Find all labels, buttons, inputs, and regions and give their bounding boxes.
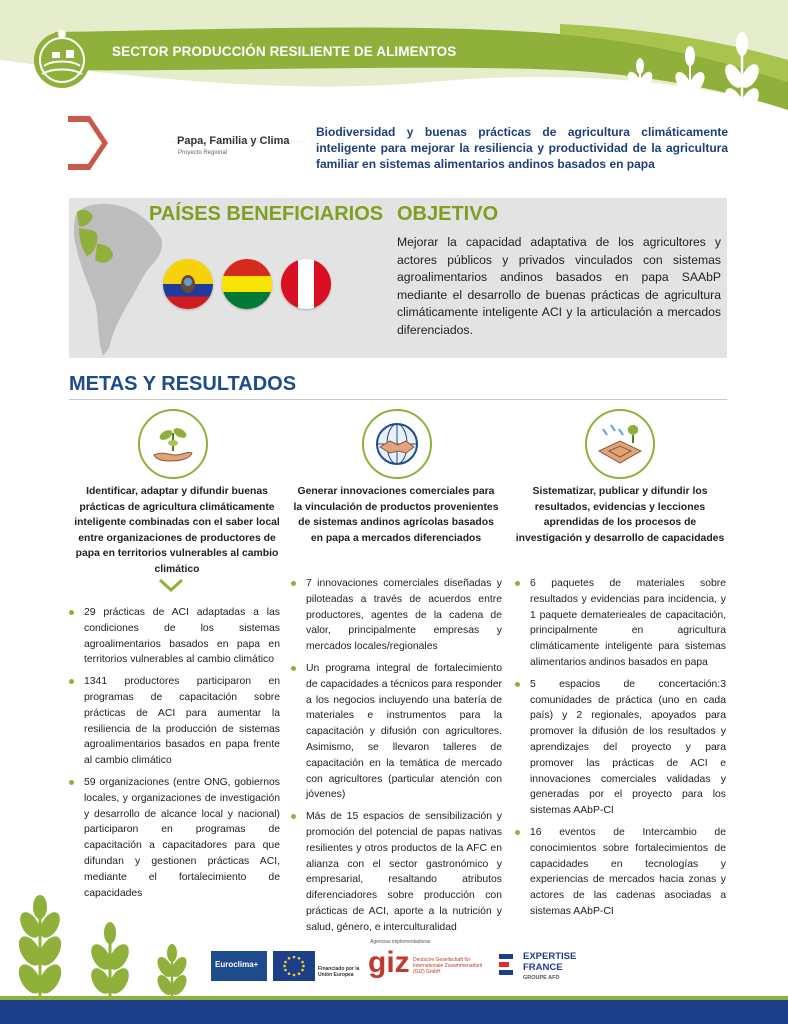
result-item: 7 innovaciones comerciales diseñadas y piloteadas a través de acuerdos entre productores, agentes de la cadena de valor, principalmente empresas y mercados locales/regionales — [290, 576, 502, 655]
eu-flag-icon — [273, 951, 315, 981]
objective-title: OBJETIVO — [397, 203, 499, 225]
footer-band — [0, 996, 788, 1024]
metas-divider — [69, 399, 727, 400]
goal-1-text: Identificar, adaptar y difundir buenas prácticas de agricultura climáticamente inteligente combinadas con el saber local entre organizaciones de productores de papa en territorios vulnerables al cambio climático — [74, 486, 280, 575]
financed-label: Financiado por la Unión Europea — [318, 966, 360, 978]
expertise-france-icon — [497, 952, 517, 983]
wheat-decoration-top — [610, 30, 788, 125]
project-description: Biodiversidad y buenas prácticas de agricultura climáticamente inteligente para mejorar la resiliencia y productividad de la agricultura familiar en sistemas alimentarios andinos basados en papa — [316, 125, 728, 171]
giz-text: Deutsche Gesellschaft für Internationale Zusammenarbeit (GIZ) GmbH — [413, 957, 483, 975]
results-list-1 — [68, 605, 280, 907]
project-logo-name: Papa, Familia y Clima — [177, 135, 290, 147]
result-item: 5 espacios de concertación:3 comunidades de práctica (uno en cada país) y 2 regionales, apoyados para promover la difusión de los resultados y aprendizajes del proyecto y para promover las prácticas de ACI e innovaciones comerciales validadas y generadas por el proyecto para los sistemas AAbP-CI — [514, 677, 726, 819]
farm-emblem-icon — [22, 20, 110, 95]
euroclima-logo — [211, 951, 267, 981]
result-item: 1341 productores participaron en programas de capacitación sobre prácticas de ACI para aumentar la resiliencia de la producción de sistemas agroalimentarios basados en papa frente al cambio climático — [68, 674, 280, 769]
peru-flag — [281, 259, 331, 309]
objective-text: Mejorar la capacidad adaptativa de los agricultores y actores públicos y privados vinculados con sistemas agroalimentarios andinos basados en papa SAAbP mediante el desarrollo de buenas prácticas de agricultura climáticamente inteligente ACI y la articulación a mercados diferenciados. — [397, 235, 721, 337]
header-title: SECTOR PRODUCCIÓN RESILIENTE DE ALIMENTOS — [112, 44, 457, 59]
result-item: 16 eventos de Intercambio de conocimientos sobre fortalecimientos de capacidades en tecnologías y experiencias de mercados hacia zonas y actores de las cadenas asociadas a sistemas AAbP-CI — [514, 825, 726, 920]
result-item: Más de 15 espacios de sensibilización y promoción del potencial de papas nativas resilientes y otros productos de la AFC en alianza con el sector gastronómico y empresarial, resaltando atributos diferenciadores sobre producción con prácticas de ACI, aporte a la nutrición y salud, género, e interculturalidad — [290, 809, 502, 935]
ecuador-flag — [163, 259, 213, 309]
bolivia-flag — [222, 259, 272, 309]
results-list-2 — [290, 576, 502, 942]
plant-hand-icon — [138, 409, 208, 479]
globe-handshake-icon — [362, 409, 432, 479]
result-item: Un programa integral de fortalecimiento de capacidades a técnicos para responder a los negocios incluyendo una batería de materiales e instrumentos para la capacitación y difusión con agricultores. Asimismo, se llevaron talleres de capacitación en la temática de mercado con agricultores (particular atención con jóvenes) — [290, 661, 502, 803]
metas-title: METAS Y RESULTADOS — [69, 373, 297, 395]
result-item: 6 paquetes de materiales sobre resultados y evidencias para incidencia, y 1 paquete dematerieales de capacitación, principalmente en agricultura climáticamente inteligente para sistemas alimentarios andinos basados en papa — [514, 576, 726, 671]
result-item: 59 organizaciones (entre ONG, gobiernos locales, y organizaciones de investigación y desarrollo de alcance local y nacional) participaron en programas de capacitación a capacitadores para que difundan y gestionen prácticas ACI, mediante el fortalecimiento de capacidades — [68, 775, 280, 901]
expertise-line3: GROUPE AFD — [523, 975, 560, 981]
beneficiaries-title: PAÍSES BENEFICIARIOS — [149, 203, 384, 225]
footer-accent — [0, 996, 788, 1000]
result-item: 29 prácticas de ACI adaptadas a las condiciones de los sistemas agroalimentarios basados en papa en territorios vulnerables al cambio climático — [68, 605, 280, 668]
giz-logo: giz — [368, 946, 410, 979]
wheat-decoration-bottom — [0, 895, 200, 1004]
expertise-france-logo — [523, 951, 576, 984]
agencies-label: Agencias implementadoras — [370, 939, 431, 945]
euroclima-label: Euroclima+ — [215, 960, 259, 969]
expertise-line2: FRANCE — [523, 962, 563, 973]
chevron-down-icon — [158, 578, 184, 592]
results-list-3 — [514, 576, 726, 926]
goal-3-text: Sistematizar, publicar y difundir los resultados, evidencias y lecciones aprendidas de los procesos de investigación y desarrollo de capacidades — [515, 486, 725, 544]
expertise-line1: EXPERTISE — [523, 951, 577, 962]
project-logo-subtitle: Proyecto Regional — [178, 150, 228, 156]
goal-2-text: Generar innovaciones comerciales para la vinculación de productos provenientes de sistemas andinos agrícolas basados en papa a mercados diferenciados — [293, 486, 499, 544]
field-rain-icon — [585, 409, 655, 479]
